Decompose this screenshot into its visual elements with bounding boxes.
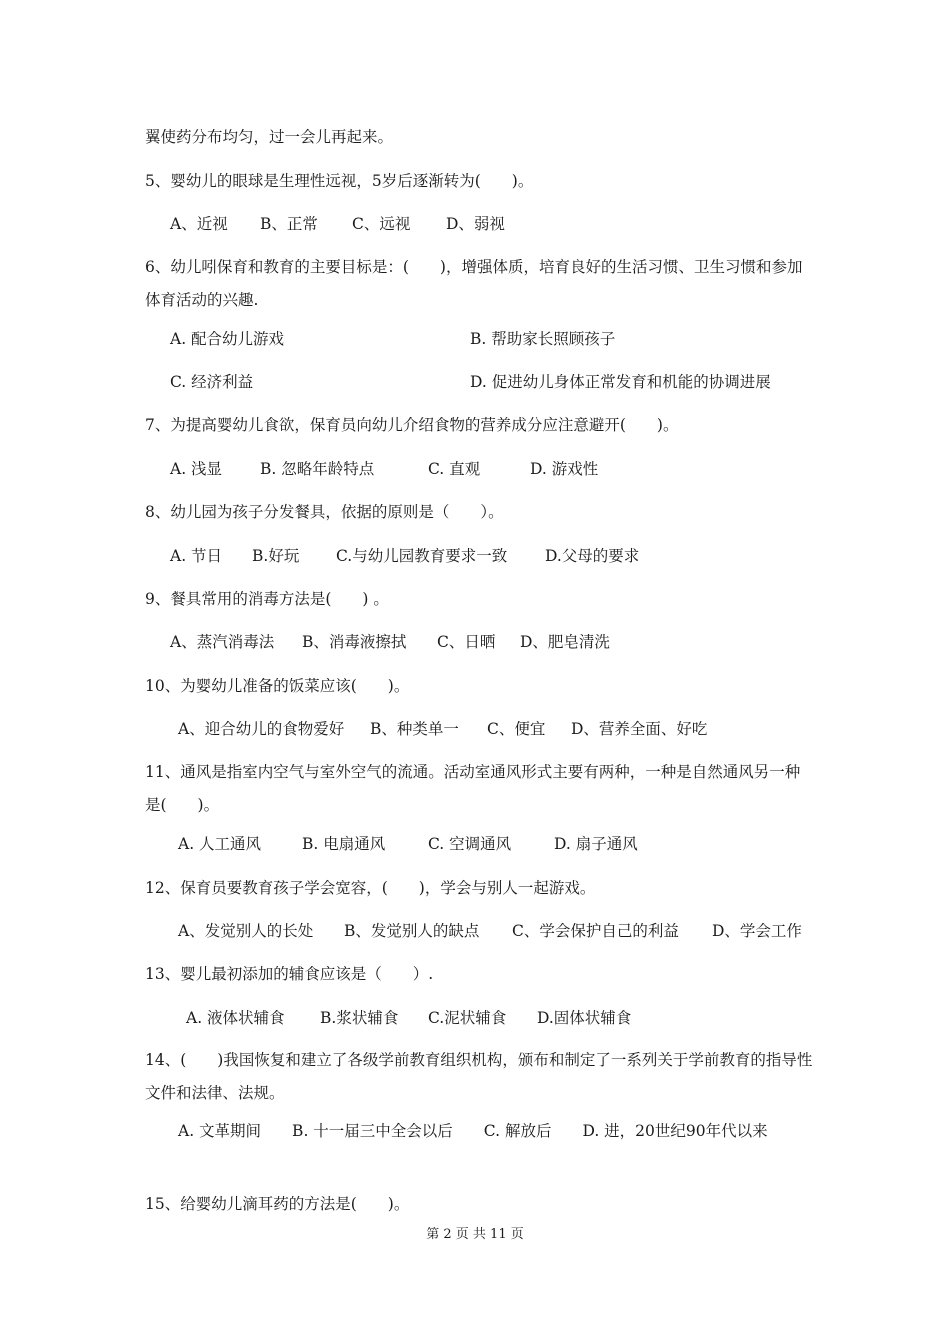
- question-10-stem: 10、为婴幼儿准备的饭菜应该( )。: [145, 677, 410, 695]
- q13-option-d: D.固体状辅食: [537, 1009, 632, 1027]
- q13-option-c: C.泥状辅食: [428, 1009, 507, 1027]
- question-13-stem: 13、婴儿最初添加的辅食应该是（ ）.: [145, 965, 434, 983]
- q9-option-b: B、消毒液擦拭: [302, 633, 407, 651]
- q12-option-b: B、发觉别人的缺点: [344, 922, 480, 940]
- q9-option-c: C、日晒: [437, 633, 496, 651]
- q12-option-d: D、学会工作: [712, 922, 802, 940]
- continuation-text: 翼使药分布均匀，过一会儿再起来。: [145, 128, 394, 146]
- q5-option-b: B、正常: [260, 215, 318, 233]
- q12-option-a: A、发觉别人的长处: [178, 922, 314, 940]
- page-footer: 第 2 页 共 11 页: [426, 1227, 524, 1242]
- question-5-stem: 5、婴幼儿的眼球是生理性远视，5岁后逐渐转为( )。: [145, 172, 534, 190]
- q11-option-a: A. 人工通风: [178, 835, 262, 853]
- q13-option-b: B.浆状辅食: [320, 1009, 399, 1027]
- q5-option-d: D、弱视: [446, 215, 505, 233]
- q13-option-a: A. 液体状辅食: [186, 1009, 285, 1027]
- q7-option-d: D. 游戏性: [530, 460, 599, 478]
- question-9-stem: 9、餐具常用的消毒方法是( ) 。: [145, 590, 389, 608]
- q8-option-b: B.好玩: [252, 547, 300, 565]
- question-14-stem: 14、( )我国恢复和建立了各级学前教育组织机构，颁布和制定了一系列关于学前教育的指导性文件和法律、法规。: [145, 1051, 813, 1102]
- question-7-stem: 7、为提高婴幼儿食欲，保育员向幼儿介绍食物的营养成分应注意避开( )。: [145, 416, 679, 434]
- q8-option-c: C.与幼儿园教育要求一致: [336, 547, 508, 565]
- q11-option-b: B. 电扇通风: [302, 835, 386, 853]
- question-12-stem: 12、保育员要教育孩子学会宽容，( )，学会与别人一起游戏。: [145, 879, 596, 897]
- q11-option-c: C. 空调通风: [428, 835, 512, 853]
- q7-option-a: A. 浅显: [170, 460, 223, 478]
- q6-option-d: D. 促进幼儿身体正常发育和机能的协调进展: [470, 373, 771, 391]
- q8-option-a: A. 节日: [170, 547, 223, 565]
- q10-option-b: B、种类单一: [370, 720, 459, 738]
- q11-option-d: D. 扇子通风: [554, 835, 638, 853]
- question-8-stem: 8、幼儿园为孩子分发餐具，依据的原则是（ ）。: [145, 503, 504, 521]
- question-11-stem: 11、通风是指室内空气与室外空气的流通。活动室通风形式主要有两种，一种是自然通风另一种是( )。: [145, 763, 801, 814]
- q7-option-c: C. 直观: [428, 460, 481, 478]
- q12-option-c: C、学会保护自己的利益: [512, 922, 679, 940]
- q14-options: A. 文革期间 B. 十一届三中全会以后 C. 解放后 D. 进，20世纪90年代以来: [178, 1122, 768, 1140]
- q5-option-c: C、远视: [352, 215, 411, 233]
- question-15-stem: 15、给婴幼儿滴耳药的方法是( )。: [145, 1195, 410, 1213]
- q6-option-b: B. 帮助家长照顾孩子: [470, 330, 616, 348]
- q5-option-a: A、近视: [170, 215, 228, 233]
- q9-option-d: D、肥皂清洗: [520, 633, 610, 651]
- q10-option-d: D、营养全面、好吃: [571, 720, 708, 738]
- q7-option-b: B. 忽略年龄特点: [260, 460, 375, 478]
- question-6-stem: 6、幼儿吲保育和教育的主要目标是：( )，增强体质，培育良好的生活习惯、卫生习惯和参加体育活动的兴趣.: [145, 258, 803, 309]
- q9-option-a: A、蒸汽消毒法: [170, 633, 275, 651]
- q10-option-c: C、便宜: [487, 720, 546, 738]
- q6-option-a: A. 配合幼儿游戏: [170, 330, 285, 348]
- q8-option-d: D.父母的要求: [545, 547, 640, 565]
- q10-option-a: A、迎合幼儿的食物爱好: [178, 720, 345, 738]
- q6-option-c: C. 经济利益: [170, 373, 254, 391]
